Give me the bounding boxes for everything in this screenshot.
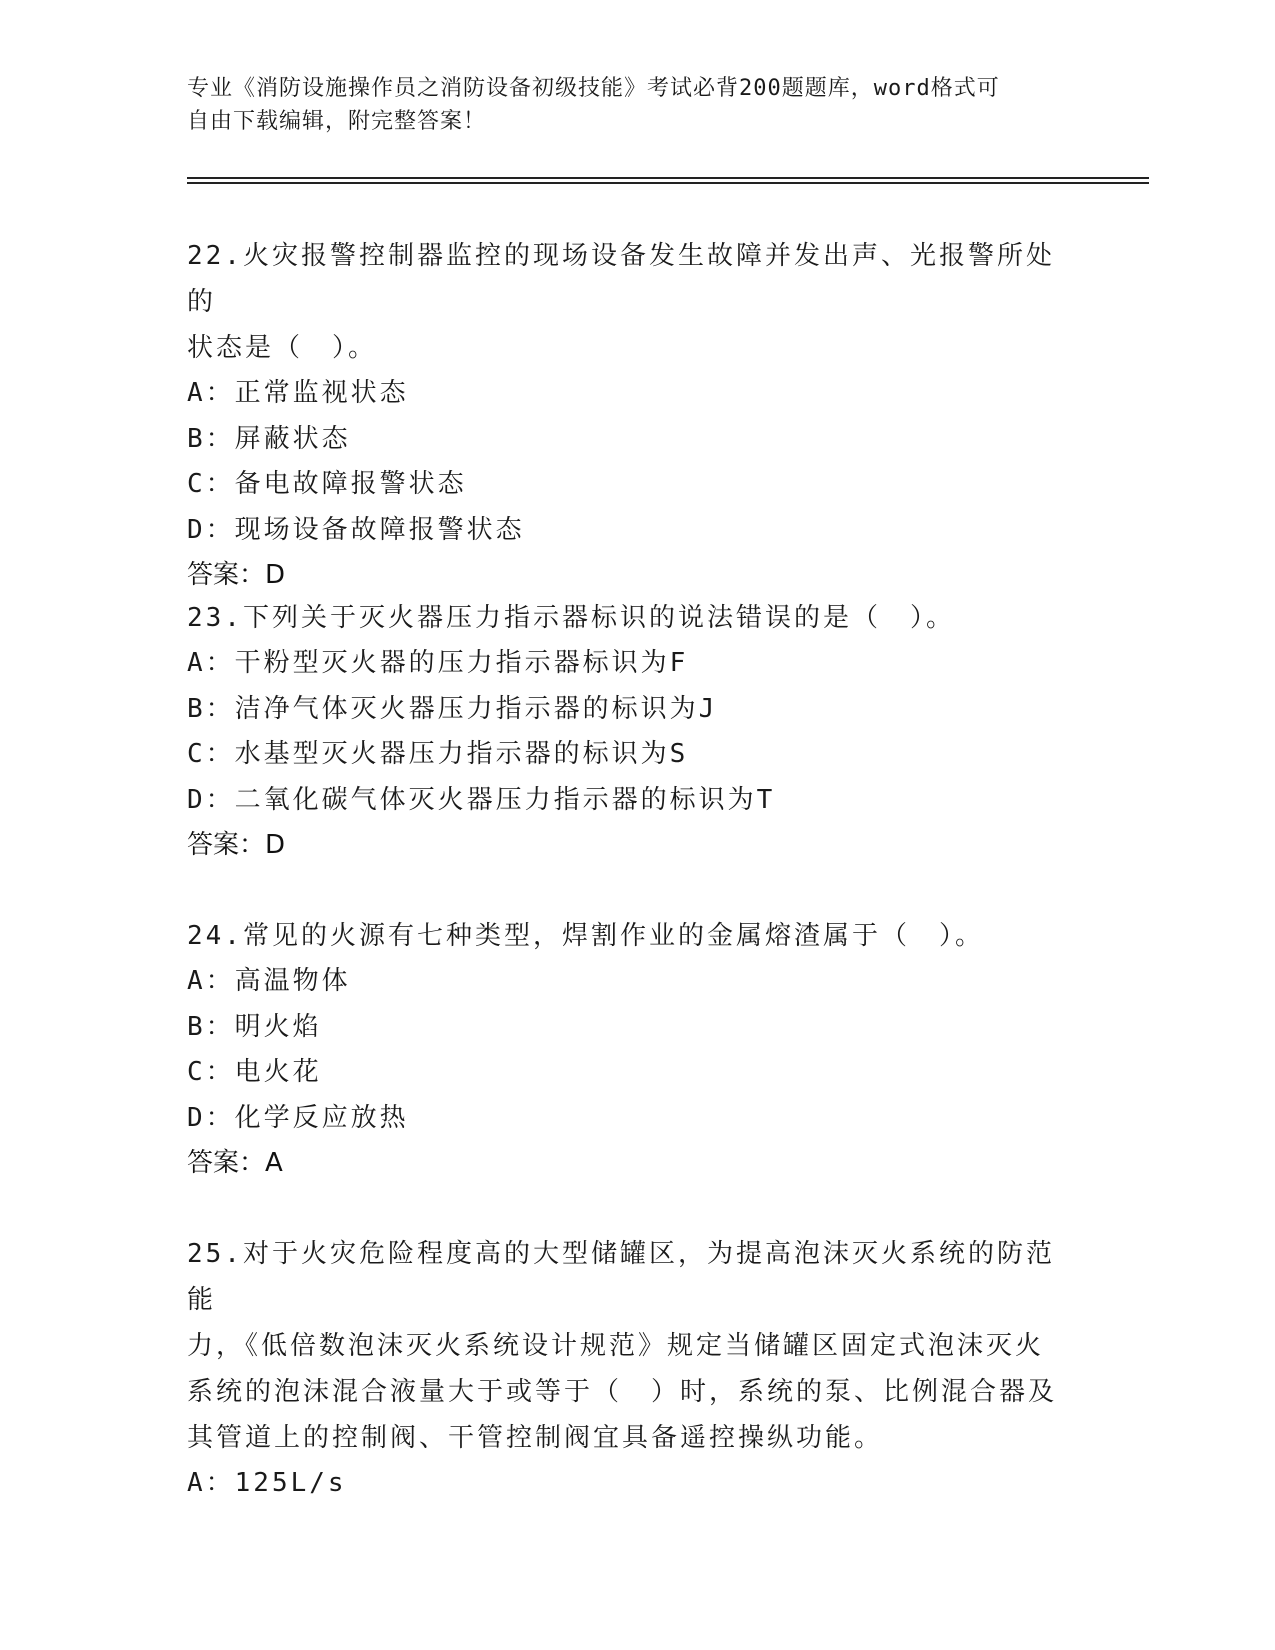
option-c: C：电火花 bbox=[187, 1057, 322, 1087]
question-stem-line: 25.对于火灾危险程度高的大型储罐区，为提高泡沫灭火系统的防范能 bbox=[187, 1239, 1055, 1315]
question-stem-line: 24.常见的火源有七种类型，焊割作业的金属熔渣属于（ ）。 bbox=[187, 921, 984, 951]
question-stem-line: 23.下列关于灭火器压力指示器标识的说法错误的是（ ）。 bbox=[187, 603, 955, 633]
option-d: D：现场设备故障报警状态 bbox=[187, 514, 525, 545]
header-divider-top bbox=[187, 177, 1149, 179]
document-header bbox=[187, 72, 1067, 138]
header-line-2: 自由下载编辑，附完整答案！ bbox=[187, 109, 487, 134]
question-stem-line: 状态是（ ）。 bbox=[187, 333, 378, 363]
answer-label: 答案：D bbox=[187, 830, 286, 860]
option-c: C：水基型灭火器压力指示器的标识为S bbox=[187, 739, 689, 769]
question-stem-line: 系统的泡沫混合液量大于或等于（ ）时，系统的泵、比例混合器及 bbox=[187, 1377, 1058, 1407]
question-23 bbox=[187, 595, 1067, 868]
option-b: B：屏蔽状态 bbox=[187, 423, 351, 454]
answer-label: 答案：D bbox=[187, 560, 286, 590]
question-24 bbox=[187, 913, 1067, 1186]
option-a: A：125L/s bbox=[187, 1468, 347, 1498]
answer-label: 答案：A bbox=[187, 1148, 283, 1178]
option-a: A：正常监视状态 bbox=[187, 378, 409, 408]
question-stem-line: 力，《低倍数泡沫灭火系统设计规范》规定当储罐区固定式泡沫灭火 bbox=[187, 1331, 1045, 1361]
question-stem-line: 22.火灾报警控制器监控的现场设备发生故障并发出声、光报警所处的 bbox=[187, 241, 1055, 317]
question-25 bbox=[187, 1231, 1067, 1507]
option-a: A：高温物体 bbox=[187, 966, 351, 996]
question-stem-line: 其管道上的控制阀、干管控制阀宜具备遥控操纵功能。 bbox=[187, 1423, 884, 1453]
option-b: B：洁净气体灭火器压力指示器的标识为J bbox=[187, 693, 718, 724]
option-c: C：备电故障报警状态 bbox=[187, 469, 467, 499]
option-b: B：明火焰 bbox=[187, 1011, 322, 1042]
option-a: A：干粉型灭火器的压力指示器标识为F bbox=[187, 648, 689, 678]
question-22 bbox=[187, 233, 1067, 598]
option-d: D：化学反应放热 bbox=[187, 1102, 409, 1133]
header-line-1: 专业《消防设施操作员之消防设备初级技能》考试必背200题题库，word格式可 bbox=[187, 76, 1000, 101]
option-d: D：二氧化碳气体灭火器压力指示器的标识为T bbox=[187, 784, 776, 815]
header-divider-bottom bbox=[187, 182, 1149, 184]
